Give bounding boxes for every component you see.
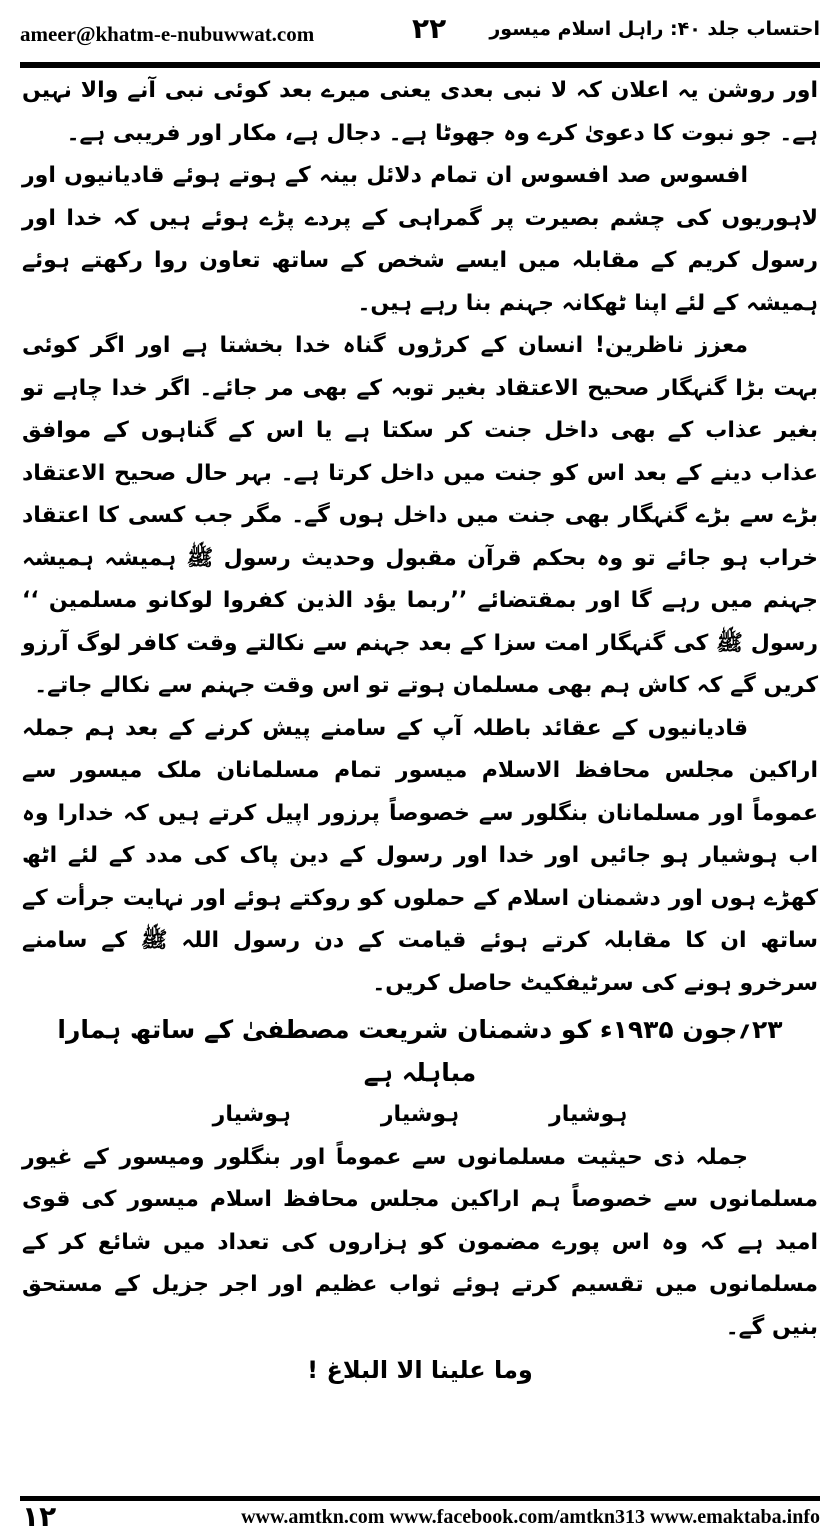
paragraph-2: افسوس صد افسوس ان تمام دلائل بینہ کے ہوتے ہوئے قادیانیوں اور لاہوریوں کی چشم بصیرت پر گمراہی کے پردے پڑے ہوئے ہیں کہ خدا اور رسول کریم کے مقابلہ میں ایسے شخص کے ساتھ تعاون روا رکھتے ہوئے ہمیشہ کے لئے اپنا ٹھکانہ جہنم بنا رہے ہیں۔ bbox=[22, 163, 818, 316]
page-footer bbox=[20, 1496, 820, 1540]
closing-line: وما علینا الا البلاغ ! bbox=[307, 1356, 533, 1384]
page-number: ۲۲ bbox=[412, 12, 447, 45]
appeal-paragraph: جملہ ذی حیثیت مسلمانوں سے عموماً اور بنگلور ومیسور کے غیور مسلمانوں سے خصوصاً ہم اراکین مجلس محافظ اسلام میسور کی قوی امید ہے کہ وہ اس پورے مضمون کو ہزاروں کی تعداد میں شائع کر کے مسلمانوں میں تقسیم کرتے ہوئے ثواب عظیم اور اجر جزیل کے مستحق بنیں گے۔ bbox=[22, 1144, 818, 1340]
paragraph-4: قادیانیوں کے عقائد باطلہ آپ کے سامنے پیش کرنے کے بعد ہم جملہ اراکین مجلس محافظ الاسلام میسور تمام مسلمانان ملک میسور سے عموماً اور مسلمانان بنگلور سے خصوصاً پرزور اپیل کرتے ہیں کہ خدارا وہ اب ہوشیار ہو جائیں اور خدا اور رسول کے دین پاک کی مدد کے لئے اٹھ کھڑے ہوں اور دشمنان اسلام کے حملوں کو روکتے ہوئے اور نہایت جرأت کے ساتھ ان کا مقابلہ کرتے ہوئے قیامت کے دن رسول اللہ ﷺ کے سامنے سرخرو ہونے کی سرٹیفکیٹ حاصل کریں۔ bbox=[22, 715, 818, 996]
mubahala-heading: ۲۳؍جون ۱۹۳۵ء کو دشمنان شریعت مصطفیٰ کے ساتھ ہمارا مباہلہ ہے bbox=[57, 1015, 783, 1087]
folio-number: ۱۲ bbox=[22, 1500, 57, 1533]
hoshiyar-word: ہوشیار bbox=[549, 1102, 628, 1127]
paragraph-1: اور روشن یہ اعلان کہ لا نبی بعدی یعنی میرے بعد کوئی نبی آنے والا نہیں ہے۔ جو نبوت کا دعویٰ کرے وہ جھوٹا ہے۔ دجال ہے، مکار اور فریبی ہے۔ bbox=[22, 78, 818, 146]
paragraph-3: معزز ناظرین! انسان کے کرڑوں گناہ خدا بخشتا ہے اور اگر کوئی بہت بڑا گنہگار صحیح الاعتقاد بغیر توبہ کے بھی مر جائے۔ اگر خدا چاہے تو بغیر عذاب کے بھی داخل جنت کر سکتا ہے یا اس کے گناہوں کے موافق عذاب دینے کے بعد اس کو جنت میں داخل کرتا ہے۔ بہر حال صحیح الاعتقاد بڑے سے بڑے گنہگار بھی جنت میں داخل ہوں گے۔ مگر جب کسی کا اعتقاد خراب ہو جائے تو وہ بحکم قرآن مقبول وحدیث رسول ﷺ ہمیشہ ہمیشہ جہنم میں رہے گا اور بمقتضائے ’’ربما یؤد الذین کفروا لوکانو مسلمین ‘‘ رسول ﷺ کی گنہگار امت سزا کے بعد جہنم سے نکالتے وقت کافر لوگ آرزو کریں گے کہ کاش ہم بھی مسلمان ہوتے تو اس وقت جہنم سے نکالے جاتے۔ bbox=[22, 333, 818, 698]
header-rule bbox=[20, 62, 820, 68]
page-header bbox=[20, 8, 820, 60]
header-email[interactable]: ameer@khatm-e-nubuwwat.com bbox=[20, 22, 315, 46]
page-body bbox=[22, 70, 818, 1392]
hoshiyar-row bbox=[22, 1094, 818, 1137]
footer-rule bbox=[20, 1496, 820, 1501]
hoshiyar-word: ہوشیار bbox=[380, 1102, 460, 1127]
footer-links[interactable]: www.amtkn.com www.facebook.com/amtkn313 www.emaktaba.info bbox=[241, 1506, 820, 1528]
hoshiyar-word: ہوشیار bbox=[212, 1102, 291, 1127]
running-title: احتساب جلد ۴۰: راہل اسلام میسور bbox=[489, 18, 820, 40]
